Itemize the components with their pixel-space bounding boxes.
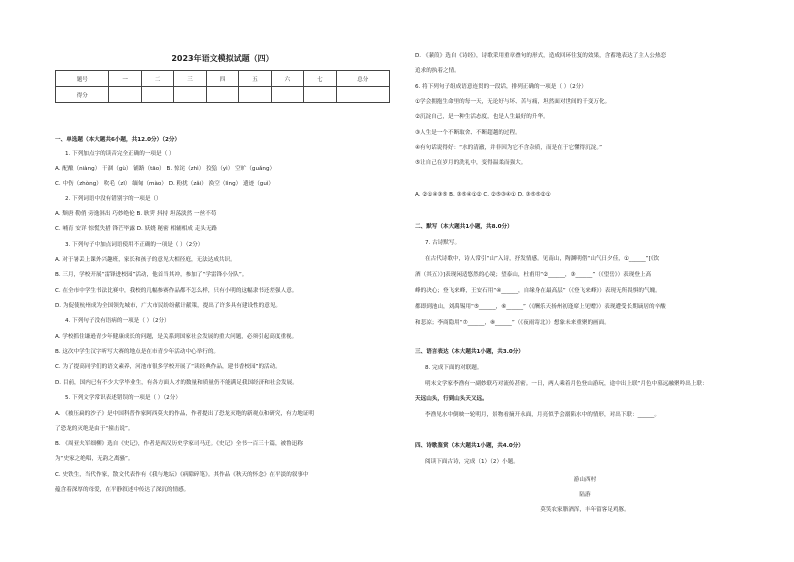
score-header-cell: 六 <box>271 71 303 87</box>
option-text: C. 哺育 安详 惊慌失措 锋芒毕露 D. 妖娆 秘密 相辅相成 走头无路 <box>55 226 218 232</box>
option-text: B. 《周亚夫军细柳》选自《史记》，作者是西汉历史学家司马迁。《史记》全书一百三十篇，被鲁迅称 <box>55 441 303 447</box>
passage-text: 天远山头，行到山头天又远。 <box>415 396 488 402</box>
section-heading: 二、默写（本大题共1小题，共8.0分） <box>415 224 513 230</box>
score-input-cell[interactable] <box>206 87 238 103</box>
option-text: C. 在全市中学生书法比赛中，我校的几幅参赛作品都不怎么样，只有小明的这幅隶书还差强人意。 <box>55 288 298 294</box>
question-text: 8. 完成下面的对联题。 <box>425 365 483 371</box>
score-table <box>55 70 390 103</box>
option-text: D. 《蒹葭》选自《诗经》，诗歌采用重章叠句的形式，造成回环往复的效果，含蓄地表达了主人公热恋 <box>415 53 667 59</box>
score-header-cell: 题号 <box>56 71 109 87</box>
sentence-text: ⑤让自己在岁月的洗礼中，变得温柔而强大。 <box>415 160 527 166</box>
question-text: 4. 下列句子没有语病的一项是（ ）（2分） <box>65 318 170 324</box>
option-text: D. 目前，国内已有不少大学毕业生，有各方面人才的数量和质量仍不能满足我国经济和社会发展。 <box>55 380 298 386</box>
question-text: 5. 下列文学常识表述错误的一项是（ ）（2分） <box>65 395 181 401</box>
sentence-text: ③人生是一个不断取舍、不断超越的过程。 <box>415 130 521 136</box>
score-input-cell[interactable] <box>141 87 173 103</box>
sentence-text: ②沉淀自己，是一种生活态度，也是人生最好的升华。 <box>415 114 549 120</box>
score-input-cell[interactable] <box>109 87 141 103</box>
passage-text: 李渔见水中倒映一轮明月，景物看摘开永面，月亮似乎会溺陷水中的情形，对出下联：______。 <box>425 412 660 418</box>
sentence-text: ④有句话说得好：“水的清澈，并非因为它不含杂质，而是在于它懂得沉淀。” <box>415 145 603 151</box>
option-text: C. 中伤（zhòng） 吹毛（zī） 缅甸（mào） D. 粉扰（zǎi） 涣空（lìng） 遗迹（guì） <box>55 181 275 187</box>
passage-text: 明末文学家李渔有一副妙联巧对流传甚密。一日，两人乘着月色登山游玩，途中出上联“月色中墓远融聚吟出上联： <box>425 381 708 387</box>
option-text: A. 颓唐 勒俏 旁逸斜出 巧妙绝伦 B. 耿霁 抖持 坦荡淡然 一丝不苟 <box>55 211 217 217</box>
option-text: 为“史家之绝唱，无韵之离骚”。 <box>55 456 134 462</box>
option-text: B. 三月，学校开展“雷锋进校园”活动，他首当其冲，参加了“学雷锋小分队”。 <box>55 272 248 278</box>
option-text: C. 为了提高同学们的语文素养，河池市很多学校开展了“读经典作品，建书香校园”的活动。 <box>55 364 281 370</box>
section-heading: 四、诗歌鉴赏（本大题共1小题，共4.0分） <box>415 443 524 449</box>
poem-title: 游山西村 <box>573 477 597 483</box>
option-text: A. 学校抓住谦逊青少年健康成长的问题，是关系到国家社会发展的重大问题，必须引起高度重视。 <box>55 334 298 340</box>
score-value-row <box>56 87 390 103</box>
passage-text: 峰的决心；登飞来峰，王安石用“④______，自缘身在最高层”（《登飞来峰》）表现无所畏惧的气魄。 <box>415 288 661 294</box>
question-text: 3. 下列句子中加点词语使用不正确的一项是（ ）（2分） <box>65 242 204 248</box>
poem-line: 莫笑农家腊酒浑，丰年留客足鸡豚。 <box>540 507 630 513</box>
passage-text: 和悲凉；李商隐用“⑦______，⑧______”（《夜雨寄北》）想象未来重聚的画面。 <box>415 320 610 326</box>
option-text: C. 史铁生，当代作家，散文代表作有《我与地坛》《病隙碎笔》。其作品《秋天的怀念》在平淡的叙事中 <box>55 472 309 478</box>
passage-text: 在古代诗歌中，诗人常引“山”入诗，抒发情感。见南山，陶渊明借“山气日夕佳，①______”[《饮 <box>425 256 660 262</box>
question-text: 1. 下列加点字的读音完全正确的一项是（ ） <box>65 151 175 157</box>
option-text: A. 《被压扁的沙子》是中国科普作家阿西莫夫的作品，作者提出了恐龙灭绝的新观点和研究，有力地证明 <box>55 411 315 417</box>
score-input-cell[interactable] <box>271 87 303 103</box>
question-text: 7. 古诗默写。 <box>425 240 461 246</box>
page-title: 2023年语文模拟试题（四） <box>171 54 274 63</box>
question-text: 阅读下面古诗，完成（1）（2）小题。 <box>425 459 519 465</box>
score-header-cell: 二 <box>141 71 173 87</box>
score-header-cell: 七 <box>304 71 336 87</box>
option-text: D. 为促使杭州成为全国领先城市，广大市民纷纷献计献策，提出了许多具有建设性的意见。 <box>55 303 282 309</box>
score-header-cell: 一 <box>109 71 141 87</box>
option-text: 蕴含着深厚的母爱，在平静叙述中传达了深沉的情感。 <box>55 487 190 493</box>
option-text: A. 配酿（niàng） 干涸（gù） 铺路（tāo） B. 惊诧（zhì） 狡狯（yì） 空旷（guǎng） <box>55 166 276 172</box>
option-text: 追求的执着之情。 <box>415 68 460 74</box>
score-header-cell: 四 <box>206 71 238 87</box>
sentence-text: ①学会拥抱生命里的每一天，无论好与坏、苦与痛，坦然面对世间的千变万化。 <box>415 99 611 105</box>
passage-text: 酒（其五）》]表现闲适悠然的心境；望泰山，杜甫用“②______，③______”（《望岳》）表现登上高 <box>415 272 652 278</box>
score-input-cell[interactable] <box>304 87 336 103</box>
score-row-label: 得分 <box>56 87 109 103</box>
score-input-cell[interactable] <box>174 87 206 103</box>
option-text: A. 对于暑丢上课外兴趣班，家长和孩子的意见大相径庭，无法达成共识。 <box>55 257 236 263</box>
score-header-cell: 三 <box>174 71 206 87</box>
section-heading: 三、语言表达（本大题共1小题，共3.0分） <box>415 349 524 355</box>
poem-author: 陆游 <box>579 492 591 498</box>
score-header-cell: 总分 <box>336 71 389 87</box>
score-header-row <box>56 71 390 87</box>
score-header-cell: 五 <box>239 71 271 87</box>
section-heading: 一、单选题（本大题共6小题，共12.0分）（2分） <box>55 137 181 143</box>
question-text: 6. 将下列句子组成语意连贯的一段话，排列正确的一项是（ ）（2分） <box>415 84 587 90</box>
passage-text: 都即到池山，刘禹锡用“⑤______，⑥______”（《酬乐天扬州初逢席上见赠》）表现遭受长期谪居的辛酸 <box>415 304 666 310</box>
option-text: B. 这次中学生汉字听写大赛的地点是在市青少年活动中心举行的。 <box>55 349 220 355</box>
option-text: 了恐龙的灭绝是由于“撞击说”。 <box>55 426 134 432</box>
score-input-cell[interactable] <box>336 87 389 103</box>
score-input-cell[interactable] <box>239 87 271 103</box>
option-text: A. ②①④③⑤ B. ③⑤④①② C. ②⑤③④① D. ③⑤⑤②① <box>415 192 551 198</box>
question-text: 2. 下列词语中没有错别字的一项是（） <box>65 196 162 202</box>
